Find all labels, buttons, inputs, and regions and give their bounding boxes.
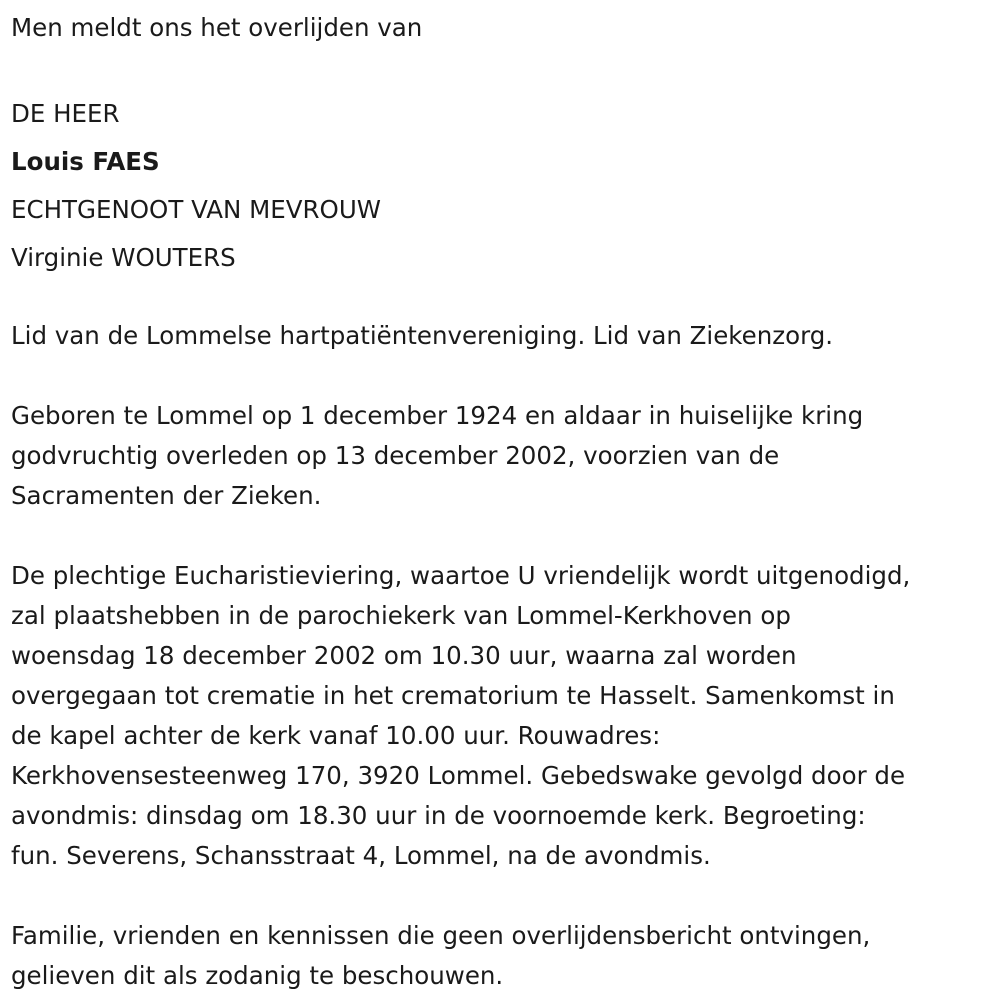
paragraph-line: Familie, vrienden en kennissen die geen overlijdensbericht ontvingen, <box>11 921 871 950</box>
spacer <box>11 876 996 916</box>
paragraph-line: Sacramenten der Zieken. <box>11 481 322 510</box>
deceased-relation: ECHTGENOOT VAN MEVROUW <box>11 195 382 224</box>
closing-paragraph <box>11 916 996 996</box>
paragraph-line: overgegaan tot crematie in het crematorium te Hasselt. Samenkomst in <box>11 681 895 710</box>
deceased-name: Louis FAES <box>11 147 160 176</box>
paragraph-line: De plechtige Eucharistieviering, waartoe U vriendelijk wordt uitgenodigd, <box>11 561 911 590</box>
spacer <box>11 48 996 88</box>
birth-death-paragraph <box>11 396 996 516</box>
paragraph-line: godvruchtig overleden op 13 december 2002, voorzien van de <box>11 441 780 470</box>
deceased-block <box>11 90 996 282</box>
paragraph-line: zal plaatshebben in de parochiekerk van Lommel-Kerkhoven op <box>11 601 791 630</box>
deceased-title: DE HEER <box>11 99 120 128</box>
paragraph-line: gelieven dit als zodanig te beschouwen. <box>11 961 504 990</box>
spacer <box>11 356 996 396</box>
paragraph-line: fun. Severens, Schansstraat 4, Lommel, na de avondmis. <box>11 841 711 870</box>
spouse-name: Virginie WOUTERS <box>11 243 236 272</box>
paragraph-line: Kerkhovensesteenweg 170, 3920 Lommel. Gebedswake gevolgd door de <box>11 761 906 790</box>
spacer <box>11 516 996 556</box>
spacer <box>11 276 996 316</box>
paragraph-line: avondmis: dinsdag om 18.30 uur in de voornoemde kerk. Begroeting: <box>11 801 866 830</box>
intro-text: Men meldt ons het overlijden van <box>11 13 423 42</box>
paragraph-line: de kapel achter de kerk vanaf 10.00 uur. Rouwadres: <box>11 721 661 750</box>
ceremony-paragraph <box>11 556 996 876</box>
paragraph-line: woensdag 18 december 2002 om 10.30 uur, waarna zal worden <box>11 641 797 670</box>
death-notice <box>11 8 996 996</box>
paragraph-line: Geboren te Lommel op 1 december 1924 en aldaar in huiselijke kring <box>11 401 864 430</box>
memberships-text: Lid van de Lommelse hartpatiëntenvereniging. Lid van Ziekenzorg. <box>11 321 834 350</box>
